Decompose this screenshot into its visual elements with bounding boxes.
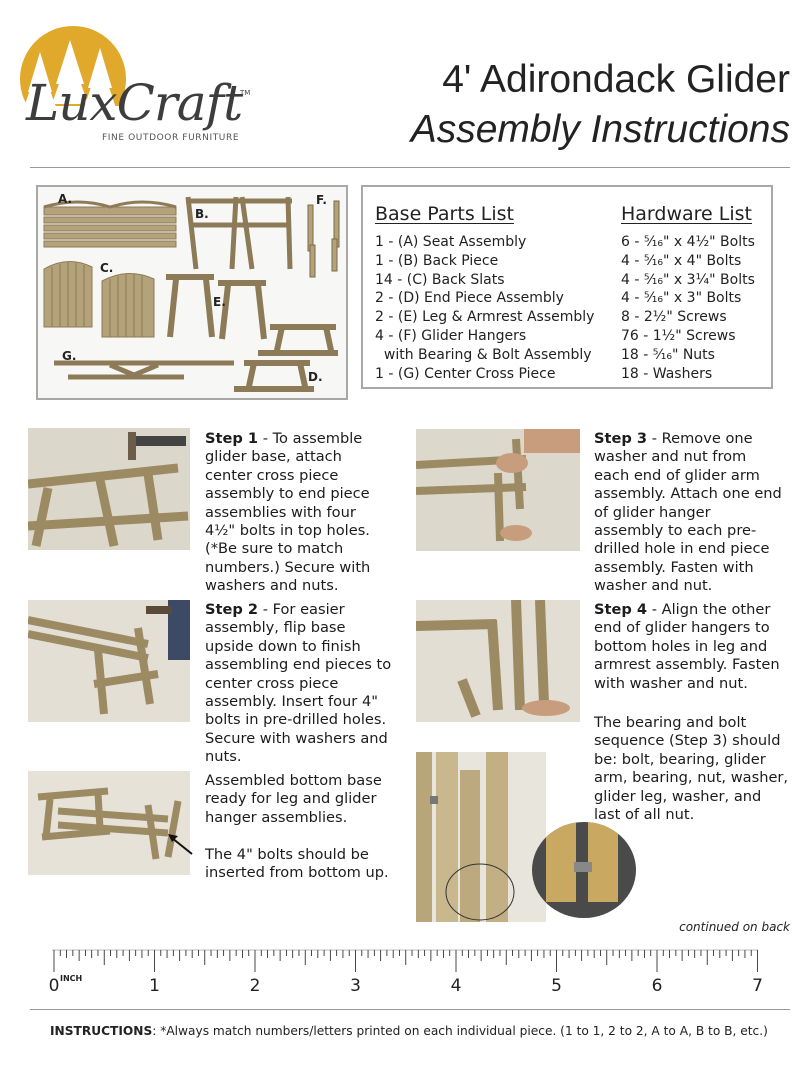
logo-tagline: FINE OUTDOOR FURNITURE xyxy=(102,133,240,143)
hardware-item: 6 - ⁵⁄₁₆" x 4½" Bolts xyxy=(621,234,755,250)
part-label-e: E. xyxy=(213,295,226,309)
base-part-item: 1 - (B) Back Piece xyxy=(375,252,499,269)
step1-body: - To assemble glider base, attach center cross piece assembly to end piece assemblies with four 4½" bolts in top holes. (*Be sure to match numbers.) Secure with washers and nuts. xyxy=(205,430,371,595)
part-label-d: D. xyxy=(308,370,323,384)
ruler-unit-label: INCH xyxy=(60,974,83,983)
header-divider xyxy=(30,167,790,168)
step4-photo xyxy=(416,600,580,722)
part-label-c: C. xyxy=(100,261,114,275)
ruler-number: 1 xyxy=(149,976,160,996)
ruler-number: 0 xyxy=(48,976,60,996)
base-part-item: 2 - (E) Leg & Armrest Assembly xyxy=(375,309,595,326)
hardware-item: 4 - ⁵⁄₁₆" x 4" Bolts xyxy=(621,252,742,269)
part-label-f: F. xyxy=(316,193,327,207)
step2-text xyxy=(205,601,395,767)
ruler xyxy=(46,940,766,1000)
step1-text xyxy=(205,430,390,596)
step3-photo xyxy=(416,429,580,551)
hardware-item: 18 - Washers xyxy=(621,365,713,382)
parts-photo xyxy=(36,185,348,400)
part-label-a: A. xyxy=(58,192,73,206)
step1-label: Step 1 xyxy=(205,430,259,447)
continued-on-back: continued on back xyxy=(679,920,790,934)
hardware-item: 8 - 2½" Screws xyxy=(621,309,727,326)
base-parts-list xyxy=(375,233,594,383)
step3-body: - Remove one washer and nut from each end of glider arm assembly. Attach one end of glider hanger assembly to each pre-drilled hole in end piece assembly. Fasten with washer and nut. xyxy=(594,430,782,595)
ruler-number: 6 xyxy=(651,976,663,996)
parts-list-box xyxy=(361,185,773,389)
ruler-number: 4 xyxy=(450,976,462,996)
step1-photo xyxy=(28,428,190,550)
base-part-item: with Bearing & Bolt Assembly xyxy=(375,346,592,363)
base-part-item: 1 - (G) Center Cross Piece xyxy=(375,365,556,382)
step3-text xyxy=(594,430,784,596)
footer-divider xyxy=(30,1009,790,1010)
bearing-closeup-inset xyxy=(532,822,636,918)
bearing-detail-photo xyxy=(416,752,546,922)
step4-label: Step 4 xyxy=(594,601,648,618)
bolts-note: The 4" bolts should be inserted from bottom up. xyxy=(205,846,389,882)
ruler-number: 2 xyxy=(249,976,261,996)
arrow-icon xyxy=(166,832,194,856)
assembled-text: Assembled bottom base ready for leg and glider hanger assemblies. xyxy=(205,772,382,826)
logo-trademark: TM xyxy=(240,89,251,97)
parts-illustration xyxy=(38,187,346,398)
page-subtitle: Assembly Instructions xyxy=(410,108,790,151)
hardware-list xyxy=(621,233,755,383)
luxcraft-logo xyxy=(18,22,258,152)
ruler-number: 7 xyxy=(752,976,763,996)
step4-body: - Align the other end of glider hangers to bottom holes in leg and armrest assembly. Fasten with washer and nut. xyxy=(594,601,780,692)
footer-text: : *Always match numbers/letters printed on each individual piece. (1 to 1, 2 to 2, A to A, B to B, etc.) xyxy=(152,1024,768,1038)
hardware-item: 18 - ⁵⁄₁₆" Nuts xyxy=(621,346,715,363)
hardware-heading: Hardware List xyxy=(621,203,752,225)
hardware-item: 4 - ⁵⁄₁₆" x 3" Bolts xyxy=(621,290,742,307)
logo-wordmark: LuxCraft xyxy=(26,74,243,132)
part-label-g: G. xyxy=(62,349,77,363)
ruler-number: 5 xyxy=(551,976,562,996)
step3-label: Step 3 xyxy=(594,430,648,447)
ruler-number: 3 xyxy=(350,976,361,996)
step4-text xyxy=(594,601,784,693)
base-part-item: 4 - (F) Glider Hangers xyxy=(375,327,527,344)
page-title: 4' Adirondack Glider xyxy=(442,58,790,101)
part-label-b: B. xyxy=(195,207,209,221)
step2-label: Step 2 xyxy=(205,601,259,618)
step2-body: - For easier assembly, flip base upside down to finish assembling end pieces to center cross piece assembly. Insert four 4" bolts in pre-drilled holes. Secure with washers and nuts. xyxy=(205,601,392,766)
footer-instructions xyxy=(50,1024,768,1038)
step2-photo xyxy=(28,600,190,722)
bearing-note: The bearing and bolt sequence (Step 3) should be: bolt, bearing, glider arm, bearing, nut, washer, glider leg, washer, and last of all nut. xyxy=(594,714,789,824)
base-part-item: 14 - (C) Back Slats xyxy=(375,271,505,288)
base-part-item: 1 - (A) Seat Assembly xyxy=(375,234,527,250)
hardware-item: 4 - ⁵⁄₁₆" x 3¼" Bolts xyxy=(621,271,755,288)
footer-label: INSTRUCTIONS xyxy=(50,1024,153,1038)
base-parts-heading: Base Parts List xyxy=(375,203,514,225)
hardware-item: 76 - 1½" Screws xyxy=(621,327,736,344)
assembled-base-photo xyxy=(28,771,190,875)
base-part-item: 2 - (D) End Piece Assembly xyxy=(375,290,564,307)
ruler-scale xyxy=(46,940,766,1000)
